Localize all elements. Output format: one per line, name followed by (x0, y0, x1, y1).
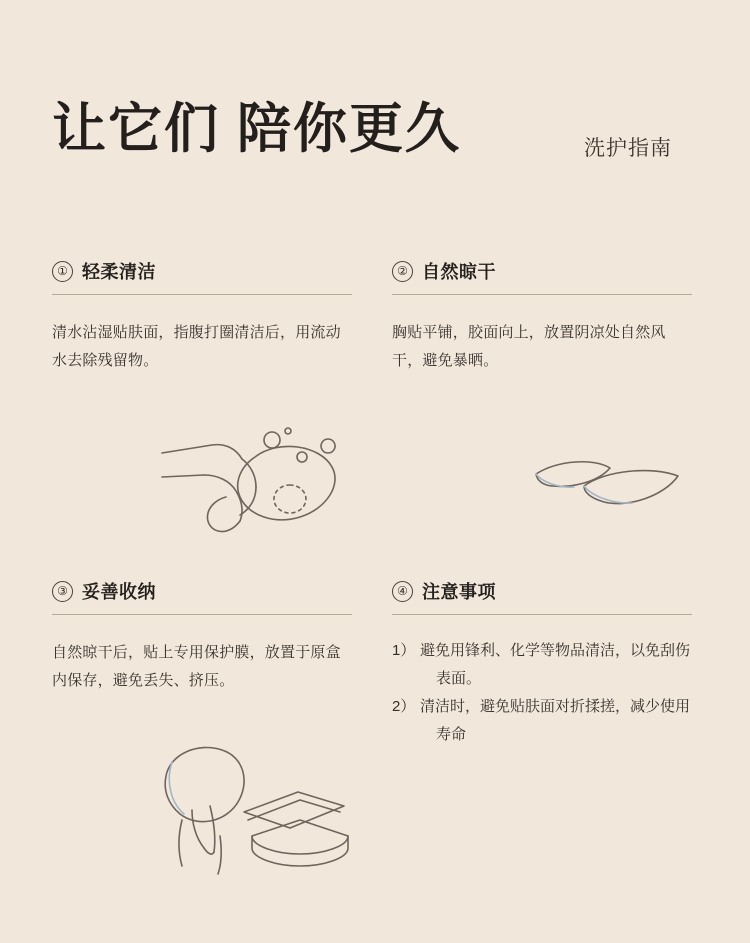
step-2-divider (392, 294, 692, 295)
step-block-2 (392, 258, 692, 375)
step-1-text: 清水沾湿贴肤面，指腹打圈清洁后，用流动水去除残留物。 (52, 324, 341, 369)
step-2-text: 胸贴平铺，胶面向上，放置阴凉处自然风干，避免暴晒。 (392, 324, 666, 369)
step-2-number: ② (392, 261, 413, 282)
step-3-title: 妥善收纳 (82, 582, 156, 602)
note-line-2: 寿命 (436, 726, 467, 743)
note-line-1: 避免用锋利、化学等物品清洁，以免刮伤 (420, 642, 691, 659)
hand-washing-pad-illustration (160, 425, 370, 550)
note-line-2: 表面。 (436, 670, 482, 687)
step-block-3 (52, 578, 352, 695)
hand-pad-with-case-illustration (148, 740, 363, 880)
step-1-title: 轻柔清洁 (82, 262, 156, 282)
step-3-text: 自然晾干后，贴上专用保护膜，放置于原盒内保存，避免丢失、挤压。 (52, 644, 341, 689)
step-2-title: 自然晾干 (422, 262, 496, 282)
page-header (0, 96, 750, 186)
note-line-1: 清洁时，避免贴肤面对折揉搓，减少使用 (420, 698, 691, 715)
note-index: 2） (392, 698, 416, 715)
page-title: 让它们 陪你更久 (52, 99, 462, 159)
note-item (392, 693, 694, 749)
note-item (392, 637, 694, 693)
step-2-heading (392, 258, 692, 284)
step-1-divider (52, 294, 352, 295)
note-text (420, 693, 694, 749)
page-subtitle: 洗护指南 (584, 137, 672, 160)
step-4-heading (392, 578, 692, 604)
step-3-divider (52, 614, 352, 615)
step-block-4 (392, 578, 692, 749)
note-index: 1） (392, 642, 416, 659)
two-pads-drying-illustration (528, 452, 688, 514)
step-3-number: ③ (52, 581, 73, 602)
step-1-heading (52, 258, 352, 284)
step-block-1 (52, 258, 352, 375)
step-4-title: 注意事项 (422, 582, 496, 602)
step-1-number: ① (52, 261, 73, 282)
step-4-number: ④ (392, 581, 413, 602)
step-3-heading (52, 578, 352, 604)
step-4-divider (392, 614, 692, 615)
step-4-notes (392, 637, 694, 749)
note-text (420, 637, 694, 693)
